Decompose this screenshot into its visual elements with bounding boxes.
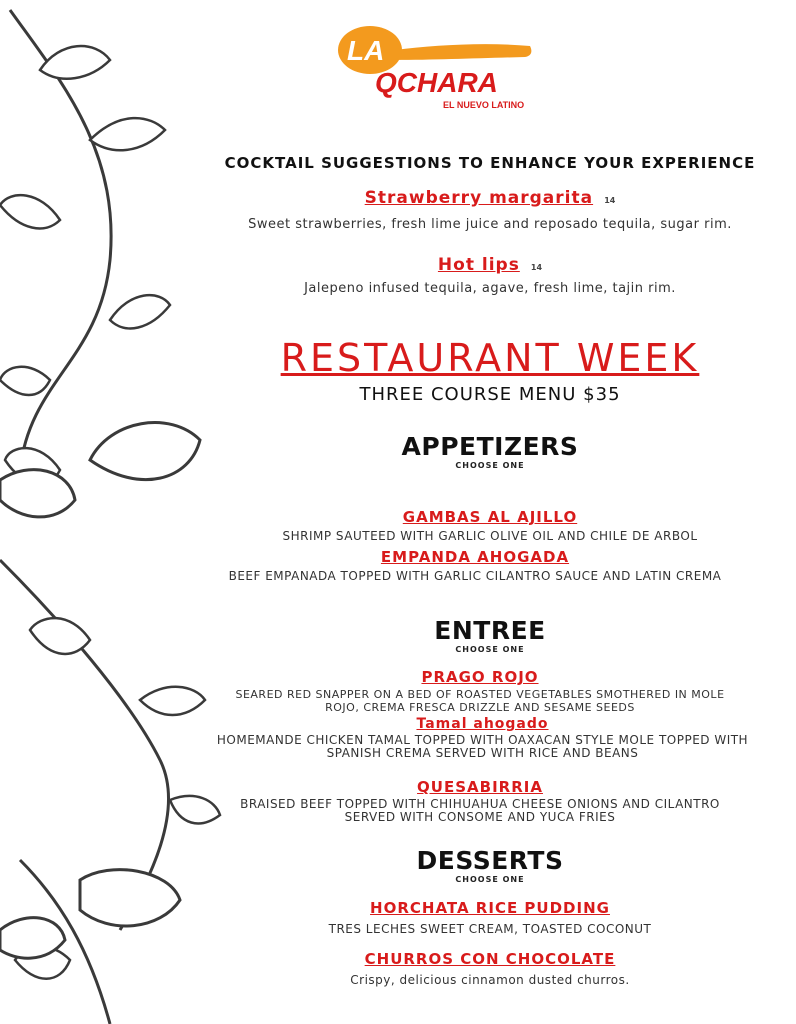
floral-border-illustration <box>0 0 230 1024</box>
logo-text-qchara: QCHARA <box>375 67 498 98</box>
logo-text-la: LA <box>347 35 385 66</box>
menu-item-description: SEARED RED SNAPPER ON A BED OF ROASTED VEGETABLES SMOTHERED IN MOLE ROJO, CREMA FRESCA DRIZZLE AND SESAME SEEDS <box>235 688 725 714</box>
menu-item-description: BEEF EMPANADA TOPPED WITH GARLIC CILANTRO SAUCE AND LATIN CREMA <box>228 569 722 583</box>
cocktail-name: Strawberry margarita <box>364 188 594 208</box>
cocktail-heading: COCKTAIL SUGGESTIONS TO ENHANCE YOUR EXPERIENCE <box>224 154 756 172</box>
cocktail-name: Hot lips <box>437 255 520 275</box>
entree-choose: CHOOSE ONE <box>455 645 525 654</box>
restaurant-week-subtitle: THREE COURSE MENU $35 <box>359 384 621 405</box>
menu-item-description: SHRIMP SAUTEED WITH GARLIC OLIVE OIL AND CHILE DE ARBOL <box>282 529 698 543</box>
menu-item-description: Crispy, delicious cinnamon dusted churros. <box>350 973 630 987</box>
appetizers-section <box>200 432 780 470</box>
desserts-title: DESSERTS <box>416 846 564 875</box>
cocktail-item <box>200 188 780 208</box>
cocktail-price: 14 <box>604 196 616 205</box>
appetizers-title: APPETIZERS <box>401 432 579 461</box>
menu-item <box>200 950 780 987</box>
menu-item <box>225 778 735 824</box>
menu-item-name: EMPANDA AHOGADA <box>380 548 570 566</box>
menu-item-name: QUESABIRRIA <box>417 778 543 796</box>
appetizers-choose: CHOOSE ONE <box>455 461 525 470</box>
cocktail-item <box>200 255 780 275</box>
menu-item <box>225 668 735 714</box>
menu-item <box>200 508 780 543</box>
menu-item-description: BRAISED BEEF TOPPED WITH CHIHUAHUA CHEESE ONIONS AND CILANTRO SERVED WITH CONSOME AND YUCA FRIES <box>240 797 720 824</box>
menu-item <box>215 716 750 760</box>
cocktail-description: Jalepeno infused tequila, agave, fresh lime, tajin rim. <box>304 281 676 296</box>
restaurant-logo <box>335 20 535 115</box>
entree-title: ENTREE <box>434 616 546 645</box>
menu-item-name: PRAGO ROJO <box>421 668 539 686</box>
restaurant-week-title: RESTAURANT WEEK <box>280 336 700 380</box>
restaurant-week-header <box>200 336 780 405</box>
cocktail-price: 14 <box>530 263 543 272</box>
menu-item-description: TRES LECHES SWEET CREAM, TOASTED COCONUT <box>328 922 652 936</box>
menu-item-name: Tamal ahogado <box>416 716 549 732</box>
menu-item <box>200 899 780 936</box>
menu-item-description: HOMEMANDE CHICKEN TAMAL TOPPED WITH OAXACAN STYLE MOLE TOPPED WITH SPANISH CREMA SERVED WITH RICE AND BEANS <box>216 733 749 760</box>
menu-item-name: GAMBAS AL AJILLO <box>402 508 578 526</box>
menu-item <box>225 548 725 583</box>
menu-item-name: CHURROS CON CHOCOLATE <box>364 950 616 968</box>
cocktail-description: Sweet strawberries, fresh lime juice and reposado tequila, sugar rim. <box>248 217 732 232</box>
desserts-section <box>200 846 780 884</box>
cocktail-section <box>200 154 780 172</box>
desserts-choose: CHOOSE ONE <box>455 875 525 884</box>
menu-item-name: HORCHATA RICE PUDDING <box>370 899 610 917</box>
logo-tagline: EL NUEVO LATINO <box>443 100 525 110</box>
entree-section <box>200 616 780 654</box>
